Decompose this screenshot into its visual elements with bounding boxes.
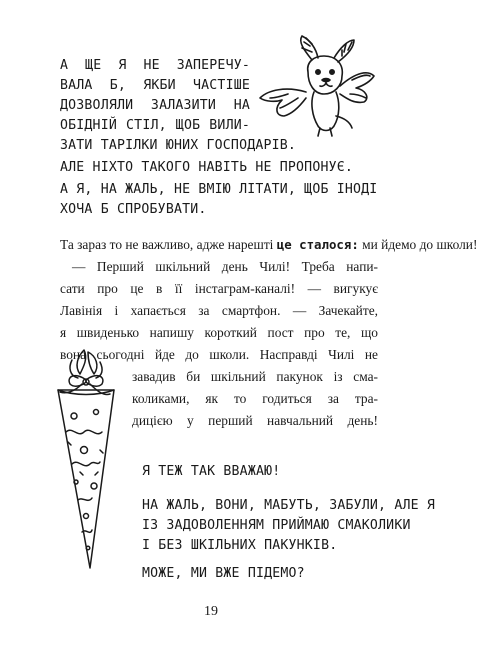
text-line: ХОЧА Б СПРОБУВАТИ. — [60, 202, 207, 217]
text-line: НА ЖАЛЬ, ВОНИ, МАБУТЬ, ЗАБУЛИ, АЛЕ Я — [142, 498, 436, 513]
text-line: сати про це в її інстаграм-каналі! — вигукує — [60, 281, 378, 296]
school-cone-illustration — [44, 346, 130, 572]
text-line: ЗАТИ ТАРІЛКИ ЮНИХ ГОСПОДАРІВ. — [60, 138, 297, 153]
text-line: А Я, НА ЖАЛЬ, НЕ ВМІЮ ЛІТАТИ, ЩОБ ІНОДІ — [60, 182, 378, 197]
text-line: Лавінія і хапається за смартфон. — Зачекайте, — [60, 303, 378, 318]
text-line: МОЖЕ, МИ ВЖЕ ПІДЕМО? — [142, 566, 305, 581]
text-line: ВАЛА Б, ЯКБИ ЧАСТІШЕ — [60, 78, 250, 93]
bottom-paragraph-3 — [142, 564, 388, 584]
text-line: коликами, як то годиться за тра- — [132, 391, 378, 406]
text-line: я швиденько напишу короткий пост про те, що — [60, 325, 378, 340]
text-line: дицією у перший навчальний день! — [132, 413, 378, 428]
text-line: ІЗ ЗАДОВОЛЕННЯМ ПРИЙМАЮ СМАКОЛИКИ — [142, 518, 411, 533]
text-line: А ЩЕ Я НЕ ЗАПЕРЕЧУ- — [60, 58, 250, 73]
text-line: АЛЕ НІХТО ТАКОГО НАВІТЬ НЕ ПРОПОНУЄ. — [60, 160, 354, 175]
top-paragraph-1 — [60, 56, 250, 136]
text-line: І БЕЗ ШКІЛЬНИХ ПАКУНКІВ. — [142, 538, 338, 553]
bottom-paragraph-1 — [142, 462, 388, 482]
narrative-wrap — [132, 366, 378, 432]
text-line: ОБІДНІЙ СТІЛ, ЩОБ ВИЛИ- — [60, 118, 250, 133]
page-number: 19 — [204, 604, 218, 619]
text-line: — Перший шкільний день Чилі! Треба напи- — [72, 259, 378, 274]
bottom-paragraph-2 — [142, 496, 436, 556]
text-line: ДОЗВОЛЯЛИ ЗАЛАЗИТИ НА — [60, 98, 250, 113]
winged-dog-illustration — [256, 32, 376, 140]
top-paragraph-2 — [60, 158, 360, 178]
text-line: завадив би шкільний пакунок із сма- — [132, 369, 378, 384]
top-paragraph-3 — [60, 180, 378, 220]
narrative-line-1: Та зараз то не важливо, адже нарешті це сталося: ми йдемо до школи! — [60, 237, 477, 252]
text-line: Я ТЕЖ ТАК ВВАЖАЮ! — [142, 464, 281, 479]
text-line: вона сьогодні йде до школи. Насправді Чилі не — [60, 347, 378, 362]
emphasis-handwritten: це сталося: — [276, 237, 359, 252]
